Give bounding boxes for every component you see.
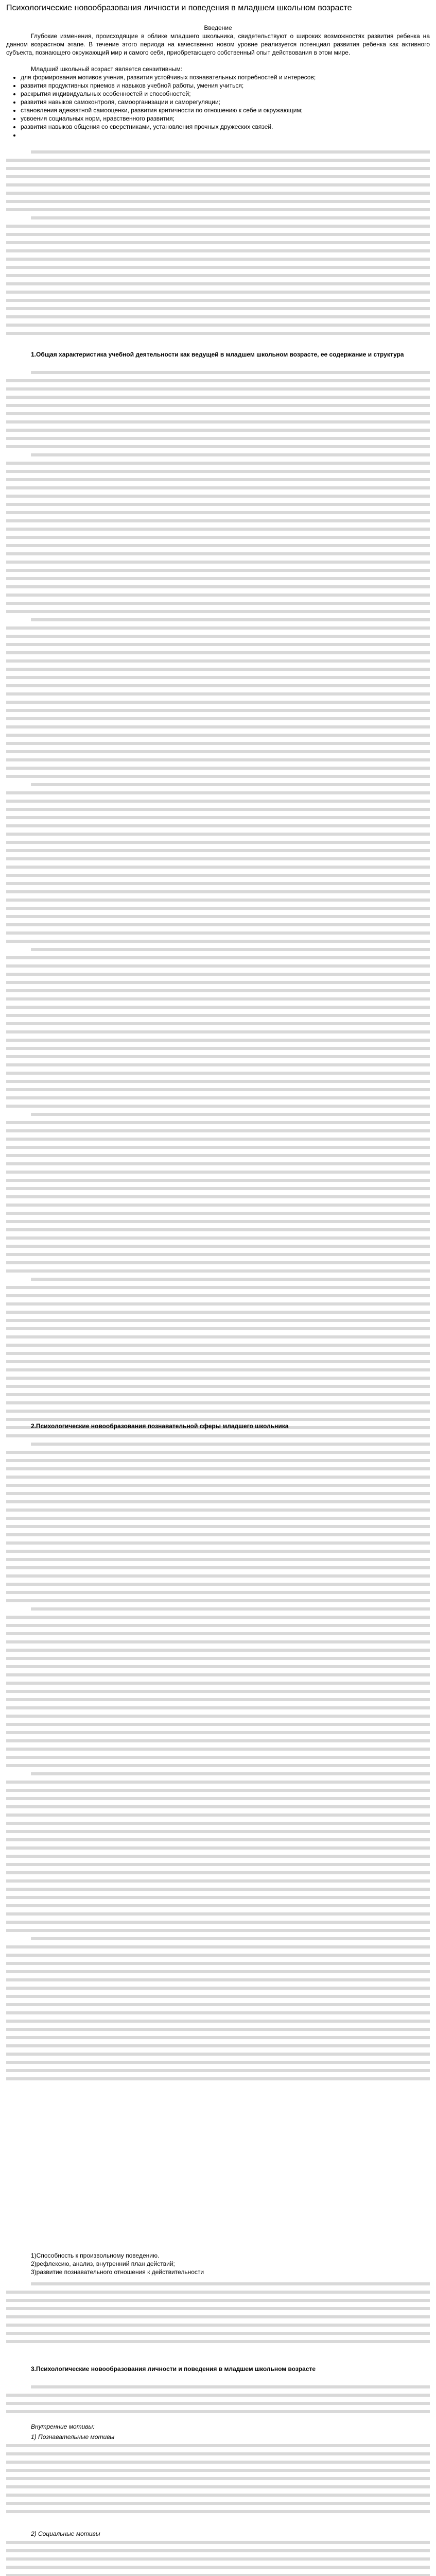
section-3-heading: 3.Психологические новообразования личности и поведения в младшем школьном возрасте [31, 2365, 316, 2372]
section-2-list [6, 2251, 430, 2276]
section-2-heading: 2.Психологические новообразования познавательной сферы младшего школьника [31, 1422, 289, 1430]
intro-list-item [21, 131, 430, 139]
intro-list-item: • усвоения социальных норм, нравственного развития; [21, 114, 430, 123]
intro-list-item: • развития продуктивных приемов и навыков учебной работы, умения учиться; [21, 81, 430, 90]
document-title: Психологические новообразования личности и поведения в младшем школьном возрасте [6, 4, 352, 12]
intro-list-item: • развития навыков общения со сверстниками, установления прочных дружеских связей. [21, 123, 430, 131]
intro-list-lead: Младший школьный возраст является сензитивным: [31, 65, 182, 73]
list-item: 3)развитие познавательного отношения к действительности [31, 2268, 204, 2276]
section-2-body-text [6, 1443, 430, 2246]
motive-item: 1) Познавательные мотивы [31, 2433, 115, 2441]
intro-list-item: • становления адекватной самооценки, развития критичности по отношению к себе и окружающим; [21, 106, 430, 114]
motive-item: 2) Социальные мотивы [31, 2530, 100, 2537]
intro-list-item: • развития навыков самоконтроля, самоорганизации и саморегуляции; [21, 98, 430, 106]
section-2-tail-text [6, 2282, 430, 2354]
intro-paragraph: Глубокие изменения, происходящие в облике младшего школьника, свидетельствуют о широких возможностях развития ребенка на данном возрастном этапе. В течение этого периода на качественно новом уровне реализуется потенциал развития ребенка как активного субъекта, познающего окружающий мир и самого себя, приобретающего собственный опыт действования в этом мире. [6, 32, 430, 56]
cognitive-motives-text [6, 2444, 430, 2527]
intro-body-text [6, 150, 430, 346]
intro-list [6, 73, 430, 139]
list-item: 2)рефлексию, анализ, внутренний план действий; [31, 2260, 175, 2267]
section-3-intro-text [6, 2385, 430, 2421]
intro-list-item: • для формирования мотивов учения, развития устойчивых познавательных потребностей и интересов; [21, 73, 430, 81]
intro-heading: Введение [204, 24, 232, 31]
section-1-heading: 1.Общая характеристика учебной деятельности как ведущей в младшем школьном возрасте, ее содержание и структура [31, 351, 404, 358]
list-item: 1)Способность к произвольному поведению. [31, 2252, 160, 2259]
motives-heading: Внутренние мотивы: [31, 2423, 95, 2430]
intro-list-item: • раскрытия индивидуальных особенностей и способностей; [21, 90, 430, 98]
social-motives-text [6, 2541, 430, 2576]
section-1-body-text [6, 371, 430, 1412]
